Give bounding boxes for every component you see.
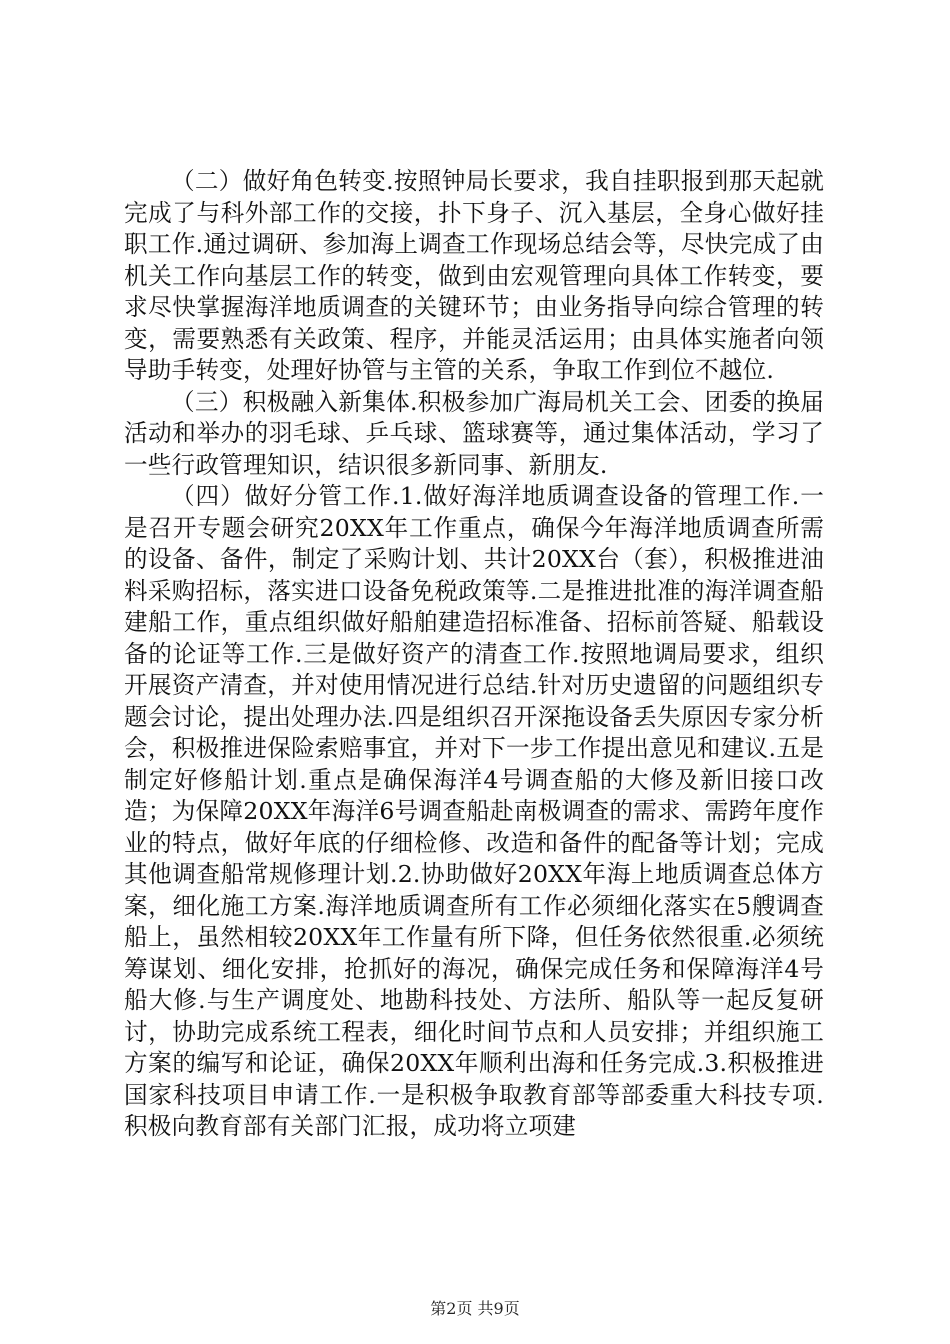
paragraph-join-collective: （三）积极融入新集体.积极参加广海局机关工会、团委的换届活动和举办的羽毛球、乒乓球、篮球赛等，通过集体活动，学习了一些行政管理知识，结识很多新同事、新朋友. xyxy=(124,387,824,479)
document-body xyxy=(124,166,824,1143)
page-footer: 第2页 共9页 xyxy=(430,1299,520,1318)
paragraph-supervised-work: （四）做好分管工作.1.做好海洋地质调查设备的管理工作.一是召开专题会研究20XX年工作重点，确保今年海洋地质调查所需的设备、备件，制定了采购计划、共计20XX台（套），积极推进油料采购招标，落实进口设备免税政策等.二是推进批准的海洋调查船建船工作，重点组织做好船舶建造招标准备、招标前答疑、船载设备的论证等工作.三是做好资产的清查工作.按照地调局要求，组织开展资产清查，并对使用情况进行总结.针对历史遗留的问题组织专题会讨论，提出处理办法.四是组织召开深拖设备丢失原因专家分析会，积极推进保险索赔事宜，并对下一步工作提出意见和建议.五是制定好修船计划.重点是确保海洋4号调查船的大修及新旧接口改造；为保障20XX年海洋6号调查船赴南极调查的需求、需跨年度作业的特点，做好年底的仔细检修、改造和备件的配备等计划；完成其他调查船常规修理计划.2.协助做好20XX年海上地质调查总体方案，细化施工方案.海洋地质调查所有工作必须细化落实在5艘调查船上，虽然相较20XX年工作量有所下降，但任务依然很重.必须统筹谋划、细化安排，抢抓好的海况，确保完成任务和保障海洋4号船大修.与生产调度处、地勘科技处、方法所、船队等一起反复研讨，协助完成系统工程表，细化时间节点和人员安排；并组织施工方案的编写和论证，确保20XX年顺利出海和任务完成.3.积极推进国家科技项目申请工作.一是积极争取教育部等部委重大科技专项.积极向教育部有关部门汇报，成功将立项建 xyxy=(124,482,824,1140)
paragraph-role-transition: （二）做好角色转变.按照钟局长要求，我自挂职报到那天起就完成了与科外部工作的交接，扑下身子、沉入基层，全身心做好挂职工作.通过调研、参加海上调查工作现场总结会等，尽快完成了由机关工作向基层工作的转变，做到由宏观管理向具体工作转变，要求尽快掌握海洋地质调查的关键环节；由业务指导向综合管理的转变，需要熟悉有关政策、程序，并能灵活运用；由具体实施者向领导助手转变，处理好协管与主管的关系，争取工作到位不越位. xyxy=(124,167,824,384)
